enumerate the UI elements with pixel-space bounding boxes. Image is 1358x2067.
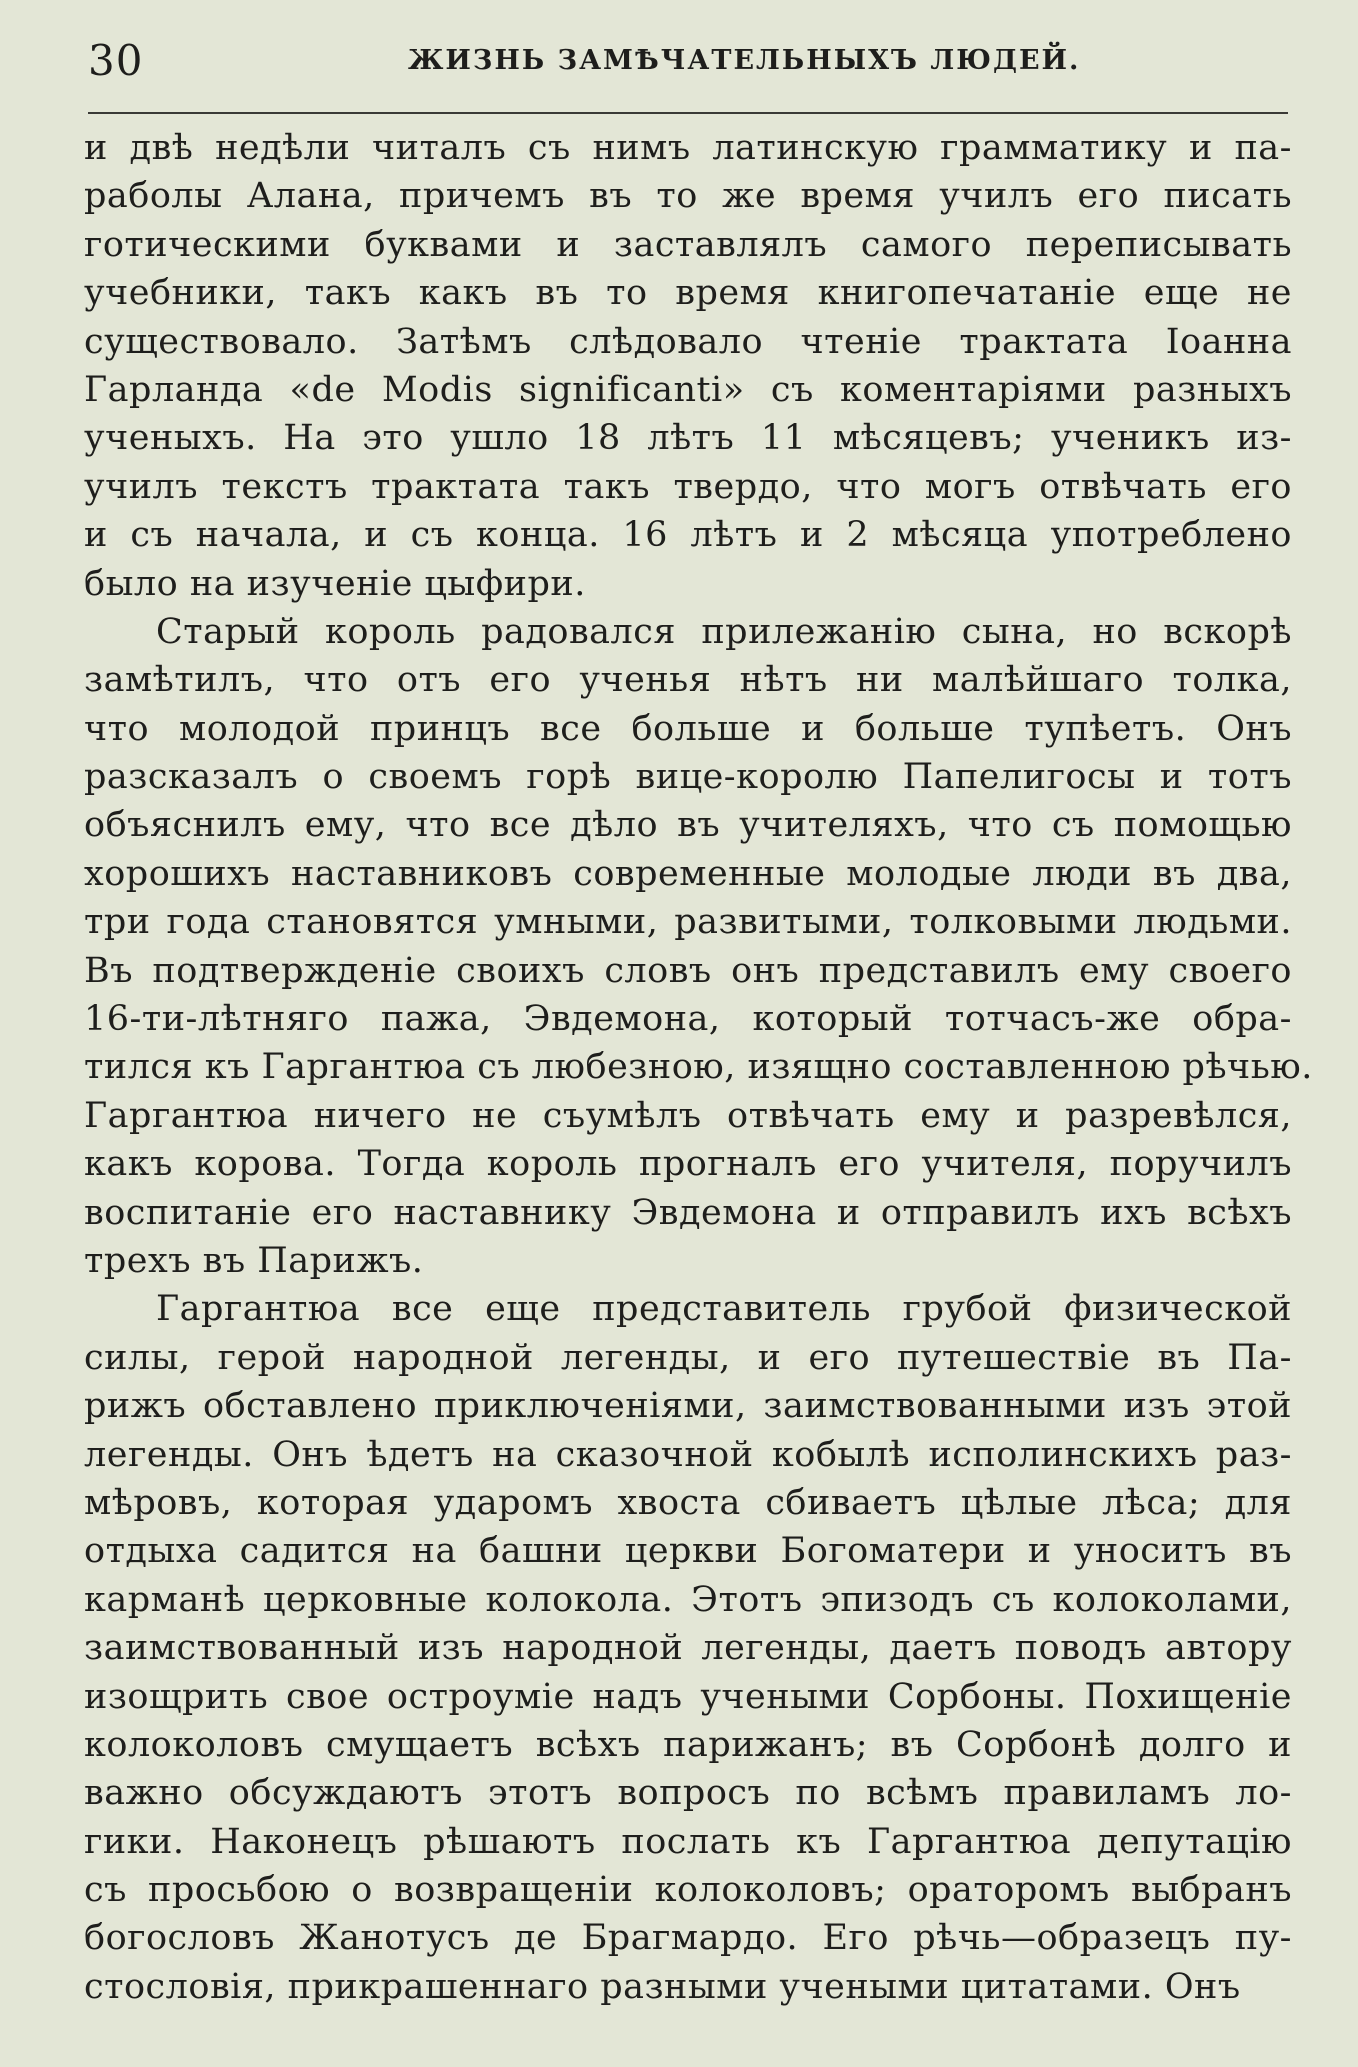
text-line: силы, герой народной легенды, и его путешествiе въ Па-	[84, 1337, 1292, 1378]
text-line: съ просьбою о возвращенiи колоколовъ; ораторомъ выбранъ	[84, 1870, 1292, 1911]
text-line: готическими буквами и заставлялъ самого переписывать	[84, 224, 1292, 265]
text-line: отдыха садится на башни церкви Богоматери и уноситъ въ	[84, 1531, 1292, 1572]
text-line: мѣровъ, которая ударомъ хвоста сбиваетъ цѣлые лѣса; для	[84, 1482, 1292, 1523]
header-rule	[88, 112, 1288, 114]
text-line: легенды. Онъ ѣдетъ на сказочной кобылѣ исполинскихъ раз-	[84, 1434, 1292, 1475]
text-line: существовало. Затѣмъ слѣдовало чтенiе трактата Iоанна	[84, 321, 1292, 362]
text-line: колоколовъ смущаетъ всѣхъ парижанъ; въ Сорбонѣ долго и	[84, 1724, 1292, 1765]
text-line: 16-ти-лѣтняго пажа, Эвдемона, который тотчасъ-же обра-	[84, 999, 1292, 1040]
page-number: 30	[88, 36, 144, 85]
text-line: карманѣ церковные колокола. Этотъ эпизодъ съ колоколами,	[84, 1579, 1292, 1620]
text-line: хорошихъ наставниковъ современные молодые люди въ два,	[84, 853, 1292, 894]
paragraph	[84, 124, 1292, 608]
text-line: богословъ Жанотусъ де Брагмардо. Его рѣчь—образецъ пу-	[84, 1918, 1292, 1959]
text-line: заимствованный изъ народной легенды, даетъ поводъ автору	[84, 1628, 1292, 1669]
text-line: учебники, такъ какъ въ то время книгопечатанiе еще не	[84, 273, 1292, 314]
text-line: важно обсуждаютъ этотъ вопросъ по всѣмъ правиламъ ло-	[84, 1773, 1292, 1814]
text-line: Старый король радовался прилежанiю сына, но вскорѣ	[156, 611, 1292, 652]
text-line: рижъ обставлено приключенiями, заимствованными изъ этой	[84, 1386, 1292, 1427]
text-line: Гаргантюа все еще представитель грубой физической	[156, 1289, 1292, 1330]
text-line: ученыхъ. На это ушло 18 лѣтъ 11 мѣсяцевъ; ученикъ из-	[84, 418, 1292, 459]
text-line: разсказалъ о своемъ горѣ вице-королю Папелигосы и тотъ	[84, 757, 1292, 798]
text-line: было на изученiе цыфири.	[84, 563, 586, 604]
text-line: Въ подтвержденiе своихъ словъ онъ представилъ ему своего	[84, 950, 1292, 991]
text-line: трехъ въ Парижъ.	[84, 1240, 424, 1281]
text-line: и двѣ недѣли читалъ съ нимъ латинскую грамматику и па-	[84, 128, 1292, 168]
text-line: замѣтилъ, что отъ его ученья нѣтъ ни малѣйшаго толка,	[84, 660, 1292, 701]
text-line: что молодой принцъ все больше и больше тупѣетъ. Онъ	[84, 708, 1292, 749]
text-line: какъ корова. Тогда король прогналъ его учителя, поручилъ	[84, 1144, 1292, 1185]
text-line: раболы Алана, причемъ въ то же время училъ его писать	[84, 176, 1292, 217]
text-line: три года становятся умными, развитыми, толковыми людьми.	[84, 902, 1292, 943]
paragraph	[84, 1285, 1292, 2011]
text-line: Гаргантюа ничего не съумѣлъ отвѣчать ему и разревѣлся,	[84, 1095, 1292, 1136]
page-text	[84, 124, 1313, 2011]
text-line: воспитанiе его наставнику Эвдемона и отправилъ ихъ всѣхъ	[84, 1192, 1292, 1233]
text-line: объяснилъ ему, что все дѣло въ учителяхъ, что съ помощью	[84, 805, 1292, 846]
text-line: и съ начала, и съ конца. 16 лѣтъ и 2 мѣсяца употреблено	[84, 515, 1292, 556]
page-header	[88, 36, 1288, 86]
text-line: изощрить свое остроумiе надъ учеными Сорбоны. Похищенiе	[84, 1676, 1292, 1717]
paragraph	[84, 608, 1313, 1285]
text-line: гики. Наконецъ рѣшаютъ послать къ Гаргантюа депутацiю	[84, 1821, 1292, 1862]
running-title: ЖИЗНЬ ЗАМѢЧАТЕЛЬНЫХЪ ЛЮДЕЙ.	[408, 45, 1081, 76]
text-line: тился къ Гаргантюа съ любезною, изящно составленною рѣчью.	[84, 1047, 1313, 1088]
text-line: стословiя, прикрашеннаго разными учеными цитатами. Онъ	[84, 1966, 1241, 2007]
text-line: Гарланда «de Modis significanti» съ коментарiями разныхъ	[84, 369, 1292, 410]
text-line: училъ текстъ трактата такъ твердо, что могъ отвѣчать его	[84, 466, 1292, 507]
